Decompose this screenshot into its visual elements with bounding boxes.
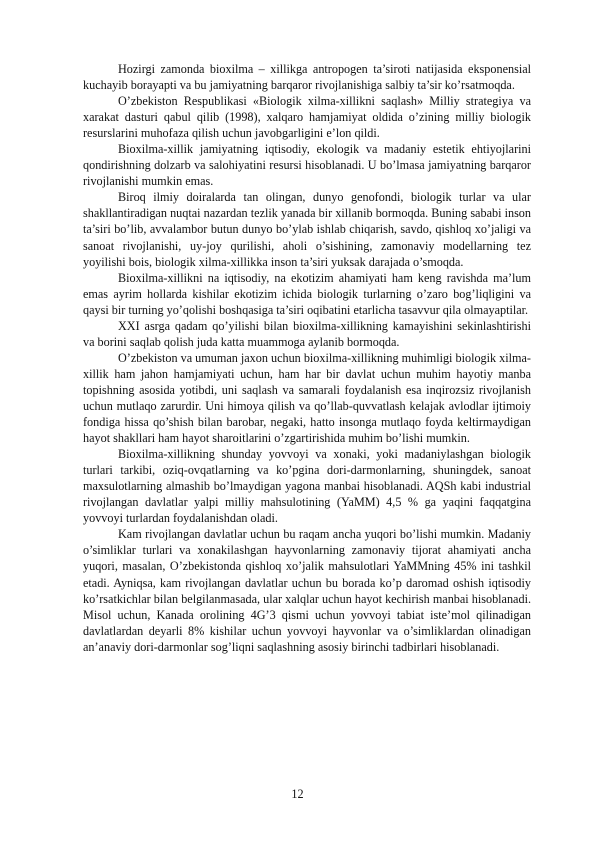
paragraph-6: XXI asrga qadam qo’yilishi bilan bioxilma-xillikning kamayishini sekinlashtirishi va borini saqlab qolish juda katta muammoga aylanib bormoqda. xyxy=(83,318,531,349)
paragraph-3: Bioxilma-xillik jamiyatning iqtisodiy, ekologik va madaniy estetik ehtiyojlarini qondirishning dolzarb va salohiyatini resursi hisoblanadi. U bo’lmasa jamiyatning barqaror rivojlanishi mumkin emas. xyxy=(83,142,531,189)
paragraph-7: O’zbekiston va umuman jaxon uchun bioxilma-xillikning muhimligi biologik xilma-xillik ham jahon hamjamiyati uchun, ham har bir davlat uchun muhim hayotiy manba topishning asosida yotibdi, uni saqlash va samarali foydalanish esa inqirozsiz rivojlanish uchun mutlaqo zarurdir. Uni himoya qilish va qo’llab-quvvatlash kelajak avlodlar ijtimoiy fondiga hissa qo’shish bilan barobar, negaki, hatto insonga mutlaqo foyda keltirmaydigan hayot shakllari ham hayot sharoitlarini o’zgartirishida muhim bo’lishi mumkin. xyxy=(83,350,531,446)
paragraph-8: Bioxilma-xillikning shunday yovvoyi va xonaki, yoki madaniylashgan biologik turlari tarkibi, oziq-ovqatlarning va ko’pgina dori-darmonlarning, shuningdek, sanoat maxsulotlarning almashib bo’lmaydigan yagona manbai hisoblanadi. AQSh kabi industrial rivojlangan davlatlar yalpi milliy mahsulotining (YaMM) 4,5 % ga yaqini faqqatgina yovvoyi turlardan foydalanishdan oladi. xyxy=(83,447,531,526)
document-page xyxy=(83,61,531,655)
paragraph-1: Hozirgi zamonda bioxilma – xillikga antropogen ta’siroti natijasida eksponensial kuchayib borayapti va bu jamiyatning barqaror rivojlanishiga salbiy ta’sir ko’rsatmoqda. xyxy=(83,62,531,93)
paragraph-5: Bioxilma-xillikni na iqtisodiy, na ekotizim ahamiyati ham keng ravishda ma’lum emas ayrim hollarda kishilar ekotizim ichida biologik turlarning o’zaro bog’liqligini va qaysi bir turning yo’qolishi boshqasiga ta’siri oqibatini etarlicha tasavvur qila olmayaptilar. xyxy=(83,270,531,317)
page-number: 12 xyxy=(291,787,304,801)
paragraph-4: Biroq ilmiy doiralarda tan olingan, dunyo genofondi, biologik turlar va ular shakllantiradigan nuqtai nazardan tezlik yanada bir xillanib bormoqda. Buning sababi inson ta’siri bo’lib, avvalambor butun dunyo bo’ylab ishlab chiqarish, savdo, qishloq xo’jaligi va sanoat rivojlanishi, uy-joy qurilishi, aholi o’sishining, zamonaviy modellarning tez yoyilishi bois, biologik xilma-xillikka inson ta’siri yuksak darajada o’smoqda. xyxy=(83,190,531,269)
paragraph-9: Kam rivojlangan davlatlar uchun bu raqam ancha yuqori bo’lishi mumkin. Madaniy o’simliklar turlari va xonakilashgan hayvonlarning zamonaviy tijorat ahamiyati ancha yuqori, masalan, O’zbekistonda qishloq xo’jalik mahsulotlari YaMMning 45% ini tashkil etadi. Ayniqsa, kam rivojlangan davlatlar uchun bu borada ko’p daromad oshish iqtisodiy ko’rsatkichlar bilan belgilanmasada, ular xalqlar uchun hayot kechirish manbai hisoblanadi. Misol uchun, Kanada orolining 4G’3 qismi uchun yovvoyi tabiat iste’mol qilinadigan davlatlardan deyarli 8% kishilar uchun yovvoyi hayvonlar va o’simliklardan olinadigan an’anaviy dori-darmonlar sog’liqni saqlashning asosiy birinchi tadbirlari hisoblanadi. xyxy=(83,527,531,654)
paragraph-2: O’zbekiston Respublikasi «Biologik xilma-xillikni saqlash» Milliy strategiya va xarakat dasturi qabul qilib (1998), xalqaro hamjamiyat oldida o’zining milliy biologik resurslarini muhofaza qilish uchun javobgarligini e’lon qildi. xyxy=(83,94,531,141)
